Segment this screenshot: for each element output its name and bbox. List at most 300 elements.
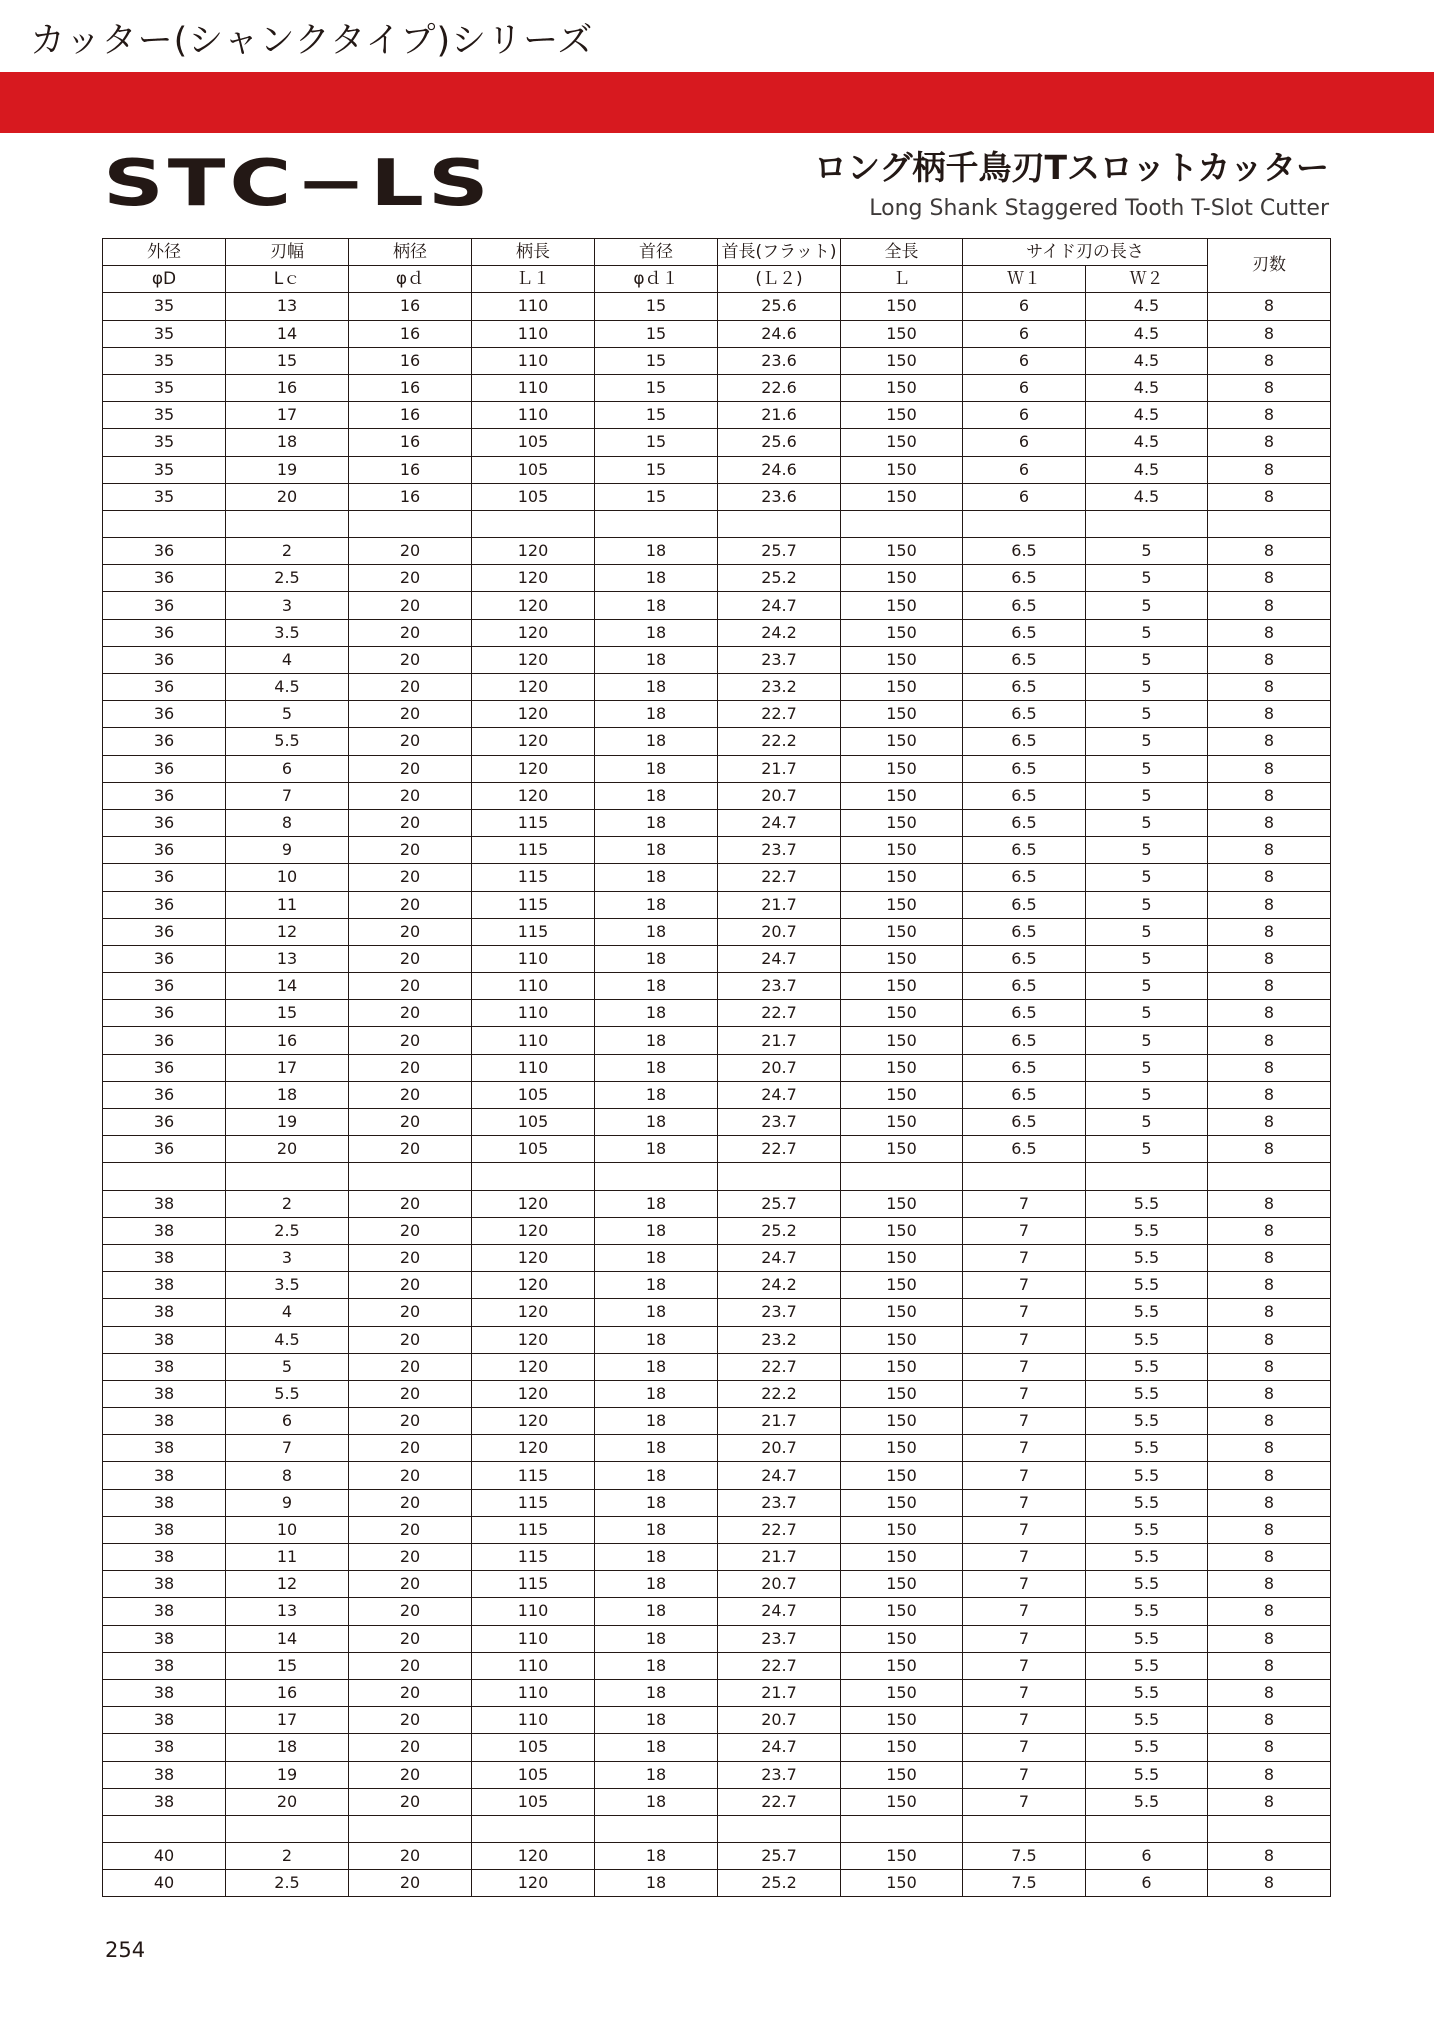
cell-flutes: 8	[1208, 565, 1331, 592]
cell-outer-diameter: 38	[103, 1679, 226, 1706]
cell-shank-length: 120	[472, 755, 595, 782]
cell-w2: 5.5	[1086, 1761, 1208, 1788]
cell-blade-width: 3.5	[226, 619, 349, 646]
cell-shank-diameter: 20	[349, 1190, 472, 1217]
cell-outer-diameter: 36	[103, 864, 226, 891]
cell-w2: 6	[1086, 1843, 1208, 1870]
cell-shank-length: 115	[472, 837, 595, 864]
cell-outer-diameter: 40	[103, 1870, 226, 1897]
cell-shank-diameter: 20	[349, 1272, 472, 1299]
cell-flutes	[1208, 510, 1331, 537]
cell-w2: 5	[1086, 728, 1208, 755]
col-header-shank-length: 柄長	[472, 239, 595, 266]
cell-neck-length: 20.7	[718, 1707, 841, 1734]
cell-w2: 4.5	[1086, 429, 1208, 456]
cell-neck-diameter: 15	[595, 483, 718, 510]
col-symbol-D: φD	[103, 266, 226, 293]
cell-neck-diameter	[595, 510, 718, 537]
cell-w2: 5.5	[1086, 1326, 1208, 1353]
cell-neck-length: 24.7	[718, 809, 841, 836]
cell-outer-diameter: 38	[103, 1272, 226, 1299]
col-symbol-W1: Ｗ１	[963, 266, 1086, 293]
cell-neck-diameter: 18	[595, 1544, 718, 1571]
cell-neck-diameter: 18	[595, 1027, 718, 1054]
cell-neck-length: 21.7	[718, 1408, 841, 1435]
cell-shank-diameter: 16	[349, 374, 472, 401]
cell-overall-length: 150	[841, 1544, 963, 1571]
cell-neck-length: 22.7	[718, 864, 841, 891]
cell-flutes: 8	[1208, 1707, 1331, 1734]
table-row	[103, 374, 1331, 401]
cell-overall-length: 150	[841, 1217, 963, 1244]
cell-w2: 5	[1086, 1027, 1208, 1054]
cell-w1: 6.5	[963, 1081, 1086, 1108]
cell-w2: 5.5	[1086, 1299, 1208, 1326]
cell-neck-length: 23.6	[718, 483, 841, 510]
cell-neck-length: 24.7	[718, 945, 841, 972]
cell-neck-length: 23.7	[718, 1489, 841, 1516]
cell-w1: 6.5	[963, 646, 1086, 673]
cell-w1: 7.5	[963, 1870, 1086, 1897]
cell-neck-length: 24.2	[718, 619, 841, 646]
cell-shank-diameter: 20	[349, 1217, 472, 1244]
cell-outer-diameter: 38	[103, 1761, 226, 1788]
table-row	[103, 1489, 1331, 1516]
table-row	[103, 1380, 1331, 1407]
cell-shank-length	[472, 1163, 595, 1190]
cell-outer-diameter: 38	[103, 1652, 226, 1679]
cell-shank-length: 110	[472, 945, 595, 972]
cell-shank-length: 120	[472, 1435, 595, 1462]
cell-overall-length: 150	[841, 1299, 963, 1326]
cell-shank-diameter: 20	[349, 809, 472, 836]
cell-w2: 5.5	[1086, 1544, 1208, 1571]
table-row	[103, 674, 1331, 701]
cell-neck-diameter: 18	[595, 1299, 718, 1326]
cell-shank-length: 120	[472, 619, 595, 646]
cell-flutes: 8	[1208, 1734, 1331, 1761]
cell-shank-diameter: 16	[349, 456, 472, 483]
cell-overall-length: 150	[841, 293, 963, 320]
cell-overall-length: 150	[841, 429, 963, 456]
cell-shank-length: 120	[472, 1843, 595, 1870]
cell-overall-length: 150	[841, 592, 963, 619]
cell-flutes: 8	[1208, 1272, 1331, 1299]
cell-shank-diameter: 20	[349, 864, 472, 891]
cell-neck-diameter: 18	[595, 1272, 718, 1299]
cell-overall-length: 150	[841, 456, 963, 483]
cell-blade-width: 5.5	[226, 1380, 349, 1407]
cell-shank-length: 105	[472, 1081, 595, 1108]
cell-overall-length	[841, 1163, 963, 1190]
cell-shank-diameter: 20	[349, 619, 472, 646]
cell-shank-diameter	[349, 1815, 472, 1842]
col-header-flutes: 刃数	[1208, 239, 1331, 293]
cell-flutes: 8	[1208, 1516, 1331, 1543]
cell-neck-length: 22.7	[718, 1652, 841, 1679]
cell-neck-diameter: 18	[595, 1761, 718, 1788]
cell-outer-diameter: 36	[103, 592, 226, 619]
cell-shank-length: 120	[472, 728, 595, 755]
cell-shank-length: 120	[472, 1380, 595, 1407]
cell-blade-width: 14	[226, 320, 349, 347]
cell-flutes: 8	[1208, 402, 1331, 429]
cell-neck-length: 24.7	[718, 1598, 841, 1625]
cell-neck-diameter: 15	[595, 293, 718, 320]
cell-shank-diameter: 16	[349, 483, 472, 510]
cell-flutes: 8	[1208, 1408, 1331, 1435]
cell-shank-diameter: 20	[349, 1353, 472, 1380]
cell-flutes: 8	[1208, 945, 1331, 972]
cell-neck-diameter: 15	[595, 402, 718, 429]
header-row-symbols	[103, 266, 1331, 293]
cell-flutes: 8	[1208, 1435, 1331, 1462]
cell-blade-width: 17	[226, 402, 349, 429]
cell-w1: 6.5	[963, 728, 1086, 755]
cell-w1: 6	[963, 402, 1086, 429]
cell-shank-diameter: 20	[349, 701, 472, 728]
col-symbol-d1: φｄ１	[595, 266, 718, 293]
cell-w1: 6.5	[963, 701, 1086, 728]
cell-shank-length: 110	[472, 320, 595, 347]
cell-w1: 6.5	[963, 918, 1086, 945]
cell-neck-diameter: 18	[595, 674, 718, 701]
cell-shank-diameter: 20	[349, 646, 472, 673]
cell-blade-width: 19	[226, 1761, 349, 1788]
cell-overall-length: 150	[841, 1272, 963, 1299]
cell-flutes: 8	[1208, 1000, 1331, 1027]
cell-w1: 7	[963, 1272, 1086, 1299]
cell-flutes: 8	[1208, 674, 1331, 701]
cell-outer-diameter: 36	[103, 1054, 226, 1081]
cell-blade-width: 2.5	[226, 565, 349, 592]
cell-neck-diameter: 18	[595, 619, 718, 646]
cell-w2: 5	[1086, 538, 1208, 565]
cell-shank-length: 115	[472, 891, 595, 918]
cell-neck-length: 25.2	[718, 565, 841, 592]
cell-overall-length: 150	[841, 1109, 963, 1136]
cell-flutes: 8	[1208, 782, 1331, 809]
cell-shank-length: 110	[472, 1652, 595, 1679]
cell-shank-length: 110	[472, 1625, 595, 1652]
cell-shank-diameter: 20	[349, 1707, 472, 1734]
cell-neck-diameter: 18	[595, 864, 718, 891]
table-row	[103, 483, 1331, 510]
cell-blade-width: 20	[226, 1136, 349, 1163]
cell-shank-length: 110	[472, 1054, 595, 1081]
cell-blade-width: 11	[226, 1544, 349, 1571]
cell-shank-length: 105	[472, 1734, 595, 1761]
table-row	[103, 347, 1331, 374]
table-row	[103, 619, 1331, 646]
cell-w2: 5.5	[1086, 1272, 1208, 1299]
col-symbol-L: Ｌ	[841, 266, 963, 293]
cell-shank-length: 115	[472, 1571, 595, 1598]
cell-neck-diameter: 15	[595, 374, 718, 401]
table-row	[103, 1027, 1331, 1054]
cell-w1: 6.5	[963, 864, 1086, 891]
cell-flutes: 8	[1208, 1326, 1331, 1353]
cell-outer-diameter: 36	[103, 619, 226, 646]
cell-outer-diameter: 38	[103, 1625, 226, 1652]
cell-neck-diameter: 18	[595, 1353, 718, 1380]
cell-neck-diameter: 18	[595, 1870, 718, 1897]
cell-w1: 7	[963, 1598, 1086, 1625]
cell-blade-width: 13	[226, 945, 349, 972]
cell-w2: 5.5	[1086, 1217, 1208, 1244]
cell-flutes: 8	[1208, 1598, 1331, 1625]
model-code: STC−LS	[103, 147, 493, 221]
cell-w1: 6	[963, 320, 1086, 347]
cell-shank-diameter: 20	[349, 1598, 472, 1625]
cell-neck-diameter: 18	[595, 1054, 718, 1081]
table-row	[103, 538, 1331, 565]
table-row	[103, 864, 1331, 891]
cell-outer-diameter: 38	[103, 1217, 226, 1244]
cell-blade-width: 4	[226, 1299, 349, 1326]
cell-flutes: 8	[1208, 918, 1331, 945]
cell-w1: 7	[963, 1489, 1086, 1516]
cell-w1: 6.5	[963, 782, 1086, 809]
cell-neck-diameter: 18	[595, 1652, 718, 1679]
cell-flutes: 8	[1208, 1625, 1331, 1652]
cell-w2	[1086, 1815, 1208, 1842]
cell-blade-width: 6	[226, 1408, 349, 1435]
cell-neck-diameter: 18	[595, 1244, 718, 1271]
cell-neck-diameter: 18	[595, 782, 718, 809]
cell-shank-length: 120	[472, 538, 595, 565]
cell-neck-length: 23.2	[718, 674, 841, 701]
cell-flutes: 8	[1208, 347, 1331, 374]
cell-overall-length: 150	[841, 1190, 963, 1217]
cell-outer-diameter: 38	[103, 1326, 226, 1353]
cell-w1: 6.5	[963, 674, 1086, 701]
cell-neck-length: 24.7	[718, 1462, 841, 1489]
cell-outer-diameter: 36	[103, 918, 226, 945]
cell-w2: 5.5	[1086, 1788, 1208, 1815]
cell-shank-length: 120	[472, 592, 595, 619]
cell-w2: 5	[1086, 809, 1208, 836]
cell-overall-length: 150	[841, 1707, 963, 1734]
cell-flutes: 8	[1208, 1788, 1331, 1815]
cell-neck-length: 25.2	[718, 1870, 841, 1897]
cell-shank-diameter: 20	[349, 1000, 472, 1027]
cell-outer-diameter: 36	[103, 973, 226, 1000]
cell-shank-diameter: 20	[349, 1843, 472, 1870]
cell-shank-length: 110	[472, 1598, 595, 1625]
cell-w1	[963, 1815, 1086, 1842]
cell-outer-diameter	[103, 1815, 226, 1842]
cell-neck-length: 21.7	[718, 1544, 841, 1571]
cell-overall-length: 150	[841, 1408, 963, 1435]
cell-shank-diameter: 20	[349, 1435, 472, 1462]
cell-w2: 5	[1086, 701, 1208, 728]
cell-neck-diameter: 15	[595, 456, 718, 483]
cell-w2: 4.5	[1086, 402, 1208, 429]
cell-outer-diameter: 36	[103, 1081, 226, 1108]
table-row	[103, 1761, 1331, 1788]
cell-w1: 7	[963, 1408, 1086, 1435]
cell-shank-diameter: 20	[349, 1489, 472, 1516]
table-row	[103, 1679, 1331, 1706]
cell-shank-length	[472, 1815, 595, 1842]
cell-neck-diameter	[595, 1163, 718, 1190]
table-row	[103, 1136, 1331, 1163]
cell-neck-length: 23.7	[718, 1625, 841, 1652]
cell-w2: 5.5	[1086, 1652, 1208, 1679]
cell-shank-diameter: 20	[349, 1380, 472, 1407]
cell-w2: 5	[1086, 1109, 1208, 1136]
cell-neck-length: 25.2	[718, 1217, 841, 1244]
cell-blade-width	[226, 510, 349, 537]
table-row	[103, 1217, 1331, 1244]
cell-blade-width: 11	[226, 891, 349, 918]
cell-outer-diameter: 35	[103, 429, 226, 456]
cell-w2: 5.5	[1086, 1625, 1208, 1652]
cell-shank-diameter: 20	[349, 945, 472, 972]
table-row	[103, 1163, 1331, 1190]
cell-w1: 7	[963, 1625, 1086, 1652]
cell-w2: 4.5	[1086, 347, 1208, 374]
cell-blade-width: 12	[226, 1571, 349, 1598]
cell-flutes: 8	[1208, 755, 1331, 782]
cell-flutes: 8	[1208, 1353, 1331, 1380]
cell-overall-length: 150	[841, 864, 963, 891]
cell-neck-diameter: 18	[595, 646, 718, 673]
cell-outer-diameter: 38	[103, 1435, 226, 1462]
cell-overall-length: 150	[841, 1244, 963, 1271]
table-row	[103, 1000, 1331, 1027]
cell-neck-length: 23.2	[718, 1326, 841, 1353]
cell-overall-length: 150	[841, 1516, 963, 1543]
cell-neck-length: 24.7	[718, 1244, 841, 1271]
cell-neck-diameter: 18	[595, 1326, 718, 1353]
cell-w2: 5	[1086, 782, 1208, 809]
cell-w1: 6.5	[963, 891, 1086, 918]
cell-blade-width: 3.5	[226, 1272, 349, 1299]
cell-shank-diameter: 20	[349, 1408, 472, 1435]
cell-shank-diameter	[349, 1163, 472, 1190]
cell-neck-length: 24.6	[718, 456, 841, 483]
cell-overall-length: 150	[841, 755, 963, 782]
cell-w1: 6	[963, 429, 1086, 456]
cell-shank-diameter: 20	[349, 565, 472, 592]
cell-outer-diameter: 38	[103, 1190, 226, 1217]
table-row	[103, 293, 1331, 320]
cell-flutes: 8	[1208, 320, 1331, 347]
cell-shank-diameter: 20	[349, 1870, 472, 1897]
cell-shank-diameter: 20	[349, 1734, 472, 1761]
cell-neck-length: 24.7	[718, 592, 841, 619]
cell-neck-diameter: 18	[595, 1679, 718, 1706]
cell-outer-diameter: 38	[103, 1544, 226, 1571]
cell-w2	[1086, 1163, 1208, 1190]
cell-w1: 6.5	[963, 538, 1086, 565]
cell-shank-length: 115	[472, 1544, 595, 1571]
cell-neck-diameter: 18	[595, 1843, 718, 1870]
cell-blade-width: 2	[226, 1843, 349, 1870]
cell-overall-length: 150	[841, 1788, 963, 1815]
cell-overall-length: 150	[841, 918, 963, 945]
cell-shank-length: 110	[472, 402, 595, 429]
cell-shank-length: 120	[472, 1326, 595, 1353]
cell-neck-length: 24.6	[718, 320, 841, 347]
cell-w2: 5.5	[1086, 1679, 1208, 1706]
cell-w2: 5	[1086, 619, 1208, 646]
cell-neck-length: 22.2	[718, 1380, 841, 1407]
cell-w1: 6.5	[963, 565, 1086, 592]
cell-shank-diameter: 16	[349, 429, 472, 456]
cell-flutes: 8	[1208, 809, 1331, 836]
table-row	[103, 755, 1331, 782]
cell-shank-diameter: 20	[349, 1544, 472, 1571]
page-number: 254	[105, 1938, 146, 1962]
cell-neck-diameter: 18	[595, 1571, 718, 1598]
cell-w1: 6.5	[963, 1000, 1086, 1027]
cell-outer-diameter: 36	[103, 728, 226, 755]
col-header-shank-diameter: 柄径	[349, 239, 472, 266]
cell-blade-width: 14	[226, 973, 349, 1000]
cell-shank-diameter: 20	[349, 755, 472, 782]
cell-shank-length: 115	[472, 1489, 595, 1516]
cell-blade-width	[226, 1815, 349, 1842]
cell-shank-length: 110	[472, 1000, 595, 1027]
cell-w1: 7	[963, 1516, 1086, 1543]
cell-flutes: 8	[1208, 1462, 1331, 1489]
table-row	[103, 945, 1331, 972]
cell-flutes: 8	[1208, 1299, 1331, 1326]
cell-neck-diameter: 18	[595, 809, 718, 836]
cell-shank-diameter: 20	[349, 1652, 472, 1679]
cell-neck-diameter: 18	[595, 1734, 718, 1761]
cell-shank-diameter: 20	[349, 837, 472, 864]
cell-w1: 6	[963, 456, 1086, 483]
cell-neck-length: 23.7	[718, 973, 841, 1000]
cell-shank-diameter: 20	[349, 1761, 472, 1788]
col-symbol-d: φｄ	[349, 266, 472, 293]
cell-w2: 5	[1086, 891, 1208, 918]
cell-shank-length: 115	[472, 864, 595, 891]
cell-flutes: 8	[1208, 1027, 1331, 1054]
cell-neck-length: 25.7	[718, 1843, 841, 1870]
cell-blade-width: 13	[226, 293, 349, 320]
cell-w2: 5	[1086, 918, 1208, 945]
cell-overall-length: 150	[841, 1843, 963, 1870]
cell-w1: 7	[963, 1679, 1086, 1706]
cell-w2: 5	[1086, 864, 1208, 891]
cell-neck-diameter	[595, 1815, 718, 1842]
cell-shank-length: 105	[472, 1109, 595, 1136]
cell-overall-length: 150	[841, 646, 963, 673]
cell-overall-length: 150	[841, 782, 963, 809]
cell-w2: 5.5	[1086, 1435, 1208, 1462]
cell-flutes: 8	[1208, 293, 1331, 320]
cell-neck-length: 23.7	[718, 1299, 841, 1326]
table-row	[103, 1598, 1331, 1625]
cell-blade-width: 10	[226, 1516, 349, 1543]
cell-neck-length: 25.7	[718, 1190, 841, 1217]
cell-overall-length: 150	[841, 538, 963, 565]
cell-neck-length: 23.7	[718, 1761, 841, 1788]
cell-outer-diameter: 35	[103, 483, 226, 510]
table-row	[103, 1815, 1331, 1842]
cell-flutes	[1208, 1815, 1331, 1842]
cell-neck-diameter: 18	[595, 1462, 718, 1489]
table-row	[103, 1272, 1331, 1299]
cell-w2: 4.5	[1086, 483, 1208, 510]
cell-shank-diameter: 20	[349, 1326, 472, 1353]
cell-neck-length: 24.7	[718, 1734, 841, 1761]
